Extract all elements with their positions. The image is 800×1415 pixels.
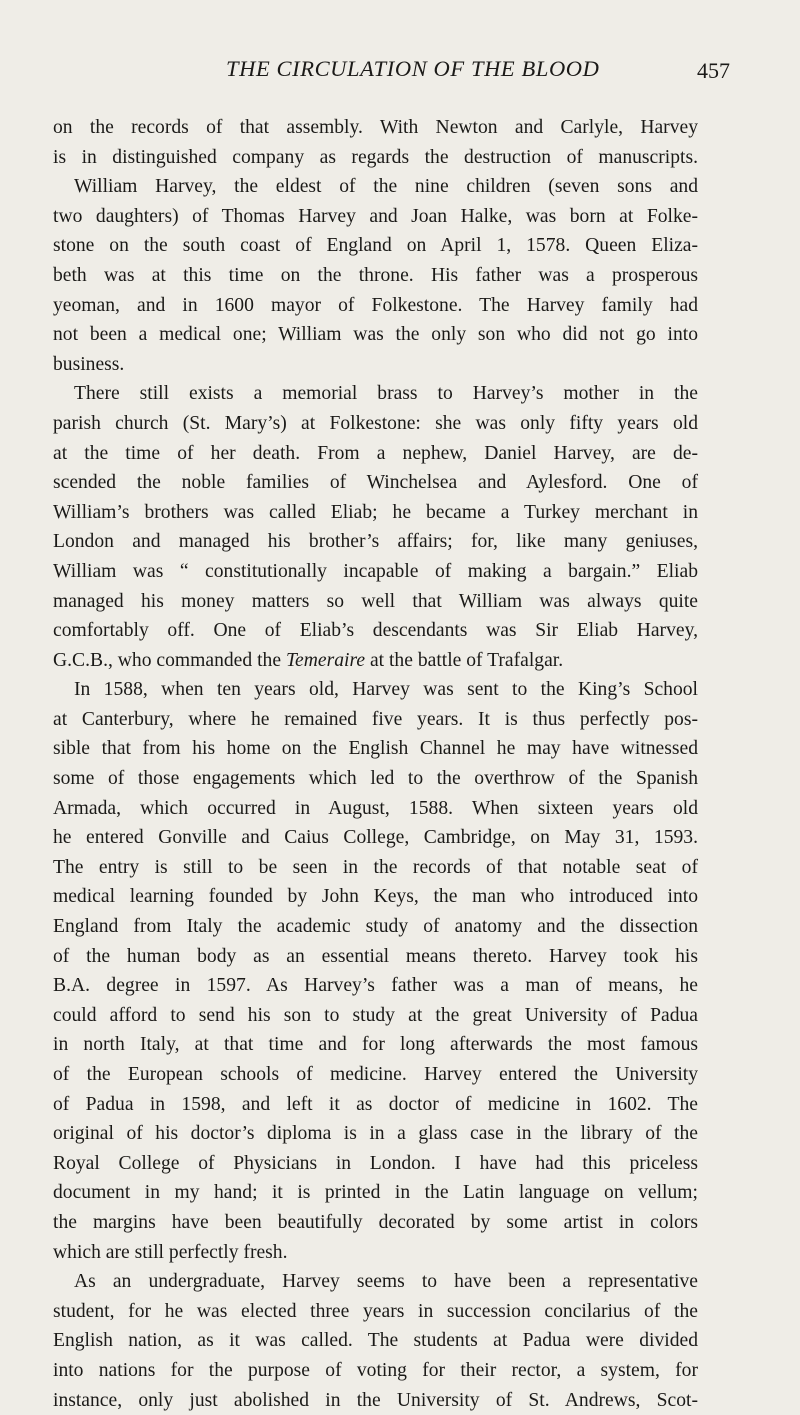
text-line: stone on the south coast of England on April 1, 1578. Queen Eliza- <box>53 235 698 257</box>
text-line: on the records of that assembly. With Newton and Carlyle, Harvey <box>53 117 698 138</box>
text-line: There still exists a memorial brass to Harvey’s mother in the <box>74 383 698 405</box>
text-line: The entry is still to be seen in the records of that notable seat of <box>53 856 698 878</box>
running-head <box>0 56 800 90</box>
text-line: he entered Gonville and Caius College, Cambridge, on May 31, 1593. <box>53 827 698 849</box>
text-fragment: at the battle of Trafalgar. <box>369 649 564 671</box>
text-line: of the European schools of medicine. Harvey entered the University <box>53 1064 698 1085</box>
text-line: not been a medical one; William was the only son who did not go into <box>53 324 698 346</box>
text-line: business. <box>53 353 125 375</box>
text-line-trafalgar <box>53 646 698 676</box>
text-line: comfortably off. One of Eliab’s descendants was Sir Eliab Harvey, <box>53 620 698 642</box>
text-line: William Harvey, the eldest of the nine children (seven sons and <box>74 176 698 198</box>
text-line: which are still perfectly fresh. <box>53 1241 288 1263</box>
text-line: beth was at this time on the throne. His father was a prosperous <box>53 264 698 286</box>
page-number: 457 <box>697 58 730 83</box>
text-line: England from Italy the academic study of anatomy and the dissection <box>53 916 698 938</box>
running-title: THE CIRCULATION OF THE BLOOD <box>226 56 600 81</box>
text-line: of the human body as an essential means thereto. Harvey took his <box>53 945 698 967</box>
text-line: B.A. degree in 1597. As Harvey’s father was a man of means, he <box>53 975 698 997</box>
text-line: William was “ constitutionally incapable of making a bargain.” Eliab <box>53 560 698 582</box>
text-line: at Canterbury, where he remained five years. It is thus perfectly pos- <box>53 708 698 730</box>
ship-name: Temeraire <box>285 649 366 671</box>
text-line: at the time of her death. From a nephew, Daniel Harvey, are de- <box>53 442 698 464</box>
text-line: is in distinguished company as regards the destruction of manuscripts. <box>53 146 698 168</box>
text-line: Royal College of Physicians in London. I have had this priceless <box>53 1152 698 1174</box>
text-line: student, for he was elected three years in succession concilarius of the <box>53 1300 698 1322</box>
text-line: yeoman, and in 1600 mayor of Folkestone. The Harvey family had <box>53 294 698 316</box>
text-line: William’s brothers was called Eliab; he became a Turkey merchant in <box>53 501 698 523</box>
text-line: some of those engagements which led to the overthrow of the Spanish <box>53 768 698 790</box>
text-line: managed his money matters so well that William was always quite <box>53 590 698 612</box>
text-line: original of his doctor’s diploma is in a glass case in the library of the <box>53 1123 698 1145</box>
text-line: English nation, as it was called. The students at Padua were divided <box>53 1330 698 1352</box>
text-fragment: G.C.B., who commanded the <box>53 649 282 671</box>
text-line: document in my hand; it is printed in the Latin language on vellum; <box>53 1182 698 1204</box>
text-line: the margins have been beautifully decorated by some artist in colors <box>53 1211 698 1233</box>
text-line: London and managed his brother’s affairs; for, like many geniuses, <box>53 531 698 553</box>
text-line: scended the noble families of Winchelsea and Aylesford. One of <box>53 472 698 494</box>
text-line: in north Italy, at that time and for long afterwards the most famous <box>53 1034 698 1056</box>
text-line: of Padua in 1598, and left it as doctor of medicine in 1602. The <box>53 1093 698 1115</box>
text-line: medical learning founded by John Keys, the man who introduced into <box>53 886 698 908</box>
text-line: Armada, which occurred in August, 1588. When sixteen years old <box>53 797 698 819</box>
body-text <box>53 113 698 1415</box>
text-line: In 1588, when ten years old, Harvey was sent to the King’s School <box>74 679 698 701</box>
text-line: two daughters) of Thomas Harvey and Joan Halke, was born at Folke- <box>53 205 698 227</box>
text-line: into nations for the purpose of voting for their rector, a system, for <box>53 1359 698 1381</box>
text-line: instance, only just abolished in the University of St. Andrews, Scot- <box>53 1389 698 1411</box>
text-line: could afford to send his son to study at the great University of Padua <box>53 1004 698 1026</box>
text-line: sible that from his home on the English Channel he may have witnessed <box>53 738 698 760</box>
text-line: parish church (St. Mary’s) at Folkestone: she was only fifty years old <box>53 412 698 434</box>
text-line: As an undergraduate, Harvey seems to have been a representative <box>74 1271 698 1293</box>
